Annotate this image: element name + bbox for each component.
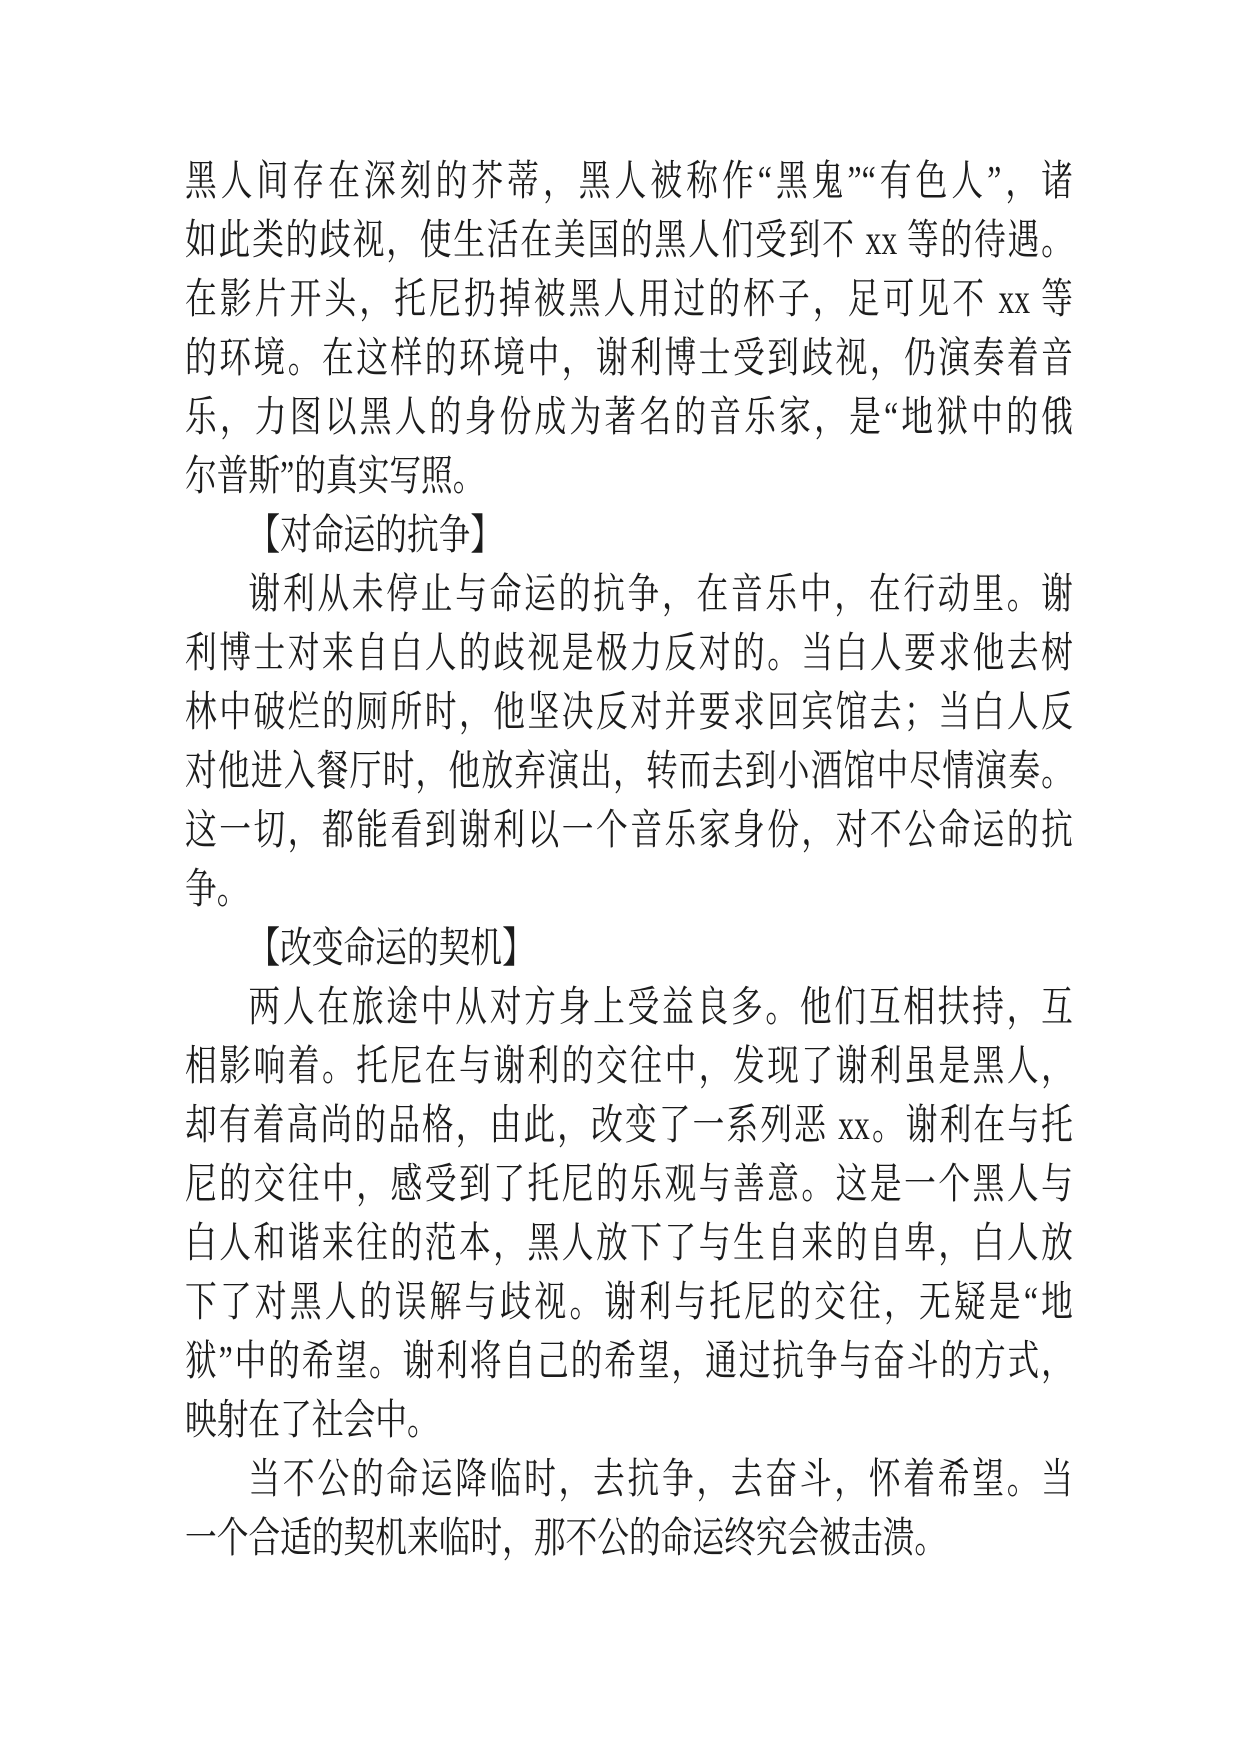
text-line: 黑人间存在深刻的芥蒂，黑人被称作“黑鬼”“有色人”，诸: [185, 159, 1073, 205]
text-line: 这一切，都能看到谢利以一个音乐家身份，对不公命运的抗: [185, 808, 1073, 854]
text-line: 狱”中的希望。谢利将自己的希望，通过抗争与奋斗的方式，: [185, 1339, 1073, 1385]
text-line: 乐，力图以黑人的身份成为著名的音乐家，是“地狱中的俄: [185, 395, 1073, 441]
text-line: 对他进入餐厅时，他放弃演出，转而去到小酒馆中尽情演奏。: [185, 749, 1073, 795]
body-paragraph: [185, 1451, 1073, 1569]
text-line: 尼的交往中，感受到了托尼的乐观与善意。这是一个黑人与: [185, 1162, 1073, 1208]
text-line: 映射在了社会中。: [185, 1398, 439, 1444]
text-line: 利博士对来自白人的歧视是极力反对的。当白人要求他去树: [185, 631, 1073, 677]
text-line: 林中破烂的厕所时，他坚决反对并要求回宾馆去；当白人反: [185, 690, 1073, 736]
body-paragraph: [185, 566, 1073, 920]
body-paragraph: [185, 979, 1073, 1451]
text-line: 却有着高尚的品格，由此，改变了一系列恶 xx。谢利在与托: [185, 1103, 1073, 1149]
section-heading: [185, 920, 1073, 979]
text-line: 谢利从未停止与命运的抗争，在音乐中，在行动里。谢: [248, 572, 1073, 618]
text-line: 当不公的命运降临时，去抗争，去奋斗，怀着希望。当: [248, 1457, 1073, 1503]
heading-text-line: 【改变命运的契机】: [248, 926, 534, 972]
text-line: 如此类的歧视，使生活在美国的黑人们受到不 xx 等的待遇。: [185, 218, 1073, 264]
text-line: 一个合适的契机来临时，那不公的命运终究会被击溃。: [185, 1516, 947, 1562]
text-line: 争。: [185, 867, 249, 913]
section-heading: [185, 507, 1073, 566]
text-line: 尔普斯”的真实写照。: [185, 454, 485, 500]
body-paragraph: [185, 153, 1073, 507]
text-line: 在影片开头，托尼扔掉被黑人用过的杯子，足可见不 xx 等: [185, 277, 1073, 323]
heading-text-line: 【对命运的抗争】: [248, 513, 503, 559]
text-line: 的环境。在这样的环境中，谢利博士受到歧视，仍演奏着音: [185, 336, 1073, 382]
document-content: [185, 153, 1073, 1569]
text-line: 白人和谐来往的范本，黑人放下了与生自来的自卑，白人放: [185, 1221, 1073, 1267]
text-line: 两人在旅途中从对方身上受益良多。他们互相扶持，互: [248, 985, 1073, 1031]
text-line: 相影响着。托尼在与谢利的交往中，发现了谢利虽是黑人，: [185, 1044, 1073, 1090]
text-line: 下了对黑人的误解与歧视。谢利与托尼的交往，无疑是“地: [185, 1280, 1073, 1326]
